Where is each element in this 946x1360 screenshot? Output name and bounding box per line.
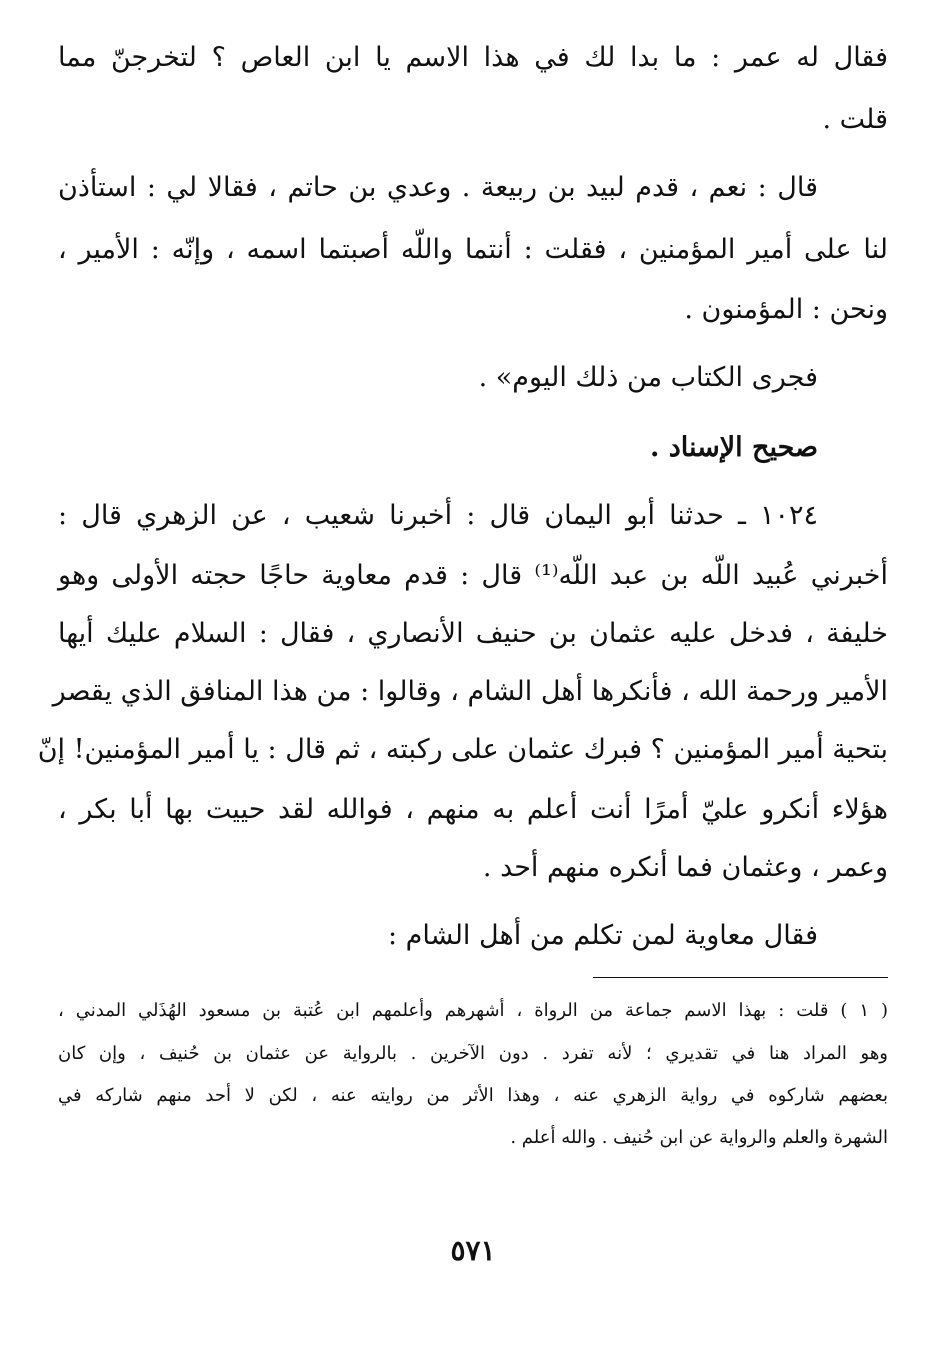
body-line-6: فجرى الكتاب من ذلك اليوم» . (478, 362, 818, 393)
hadith-line-1: ١٠٢٤ ـ حدثنا أبو اليمان قال : أخبرنا شعيب ، عن الزهري قال : (58, 500, 818, 531)
hadith-line-8: فقال معاوية لمن تكلم من أهل الشام : (387, 920, 818, 951)
body-line-2: قلت . (822, 104, 888, 135)
hadith-line-6: هؤلاء أنكرو عليّ أمرًا أنت أعلم به منهم ، فوالله لقد حييت بها أبا بكر ، (58, 794, 888, 825)
page-number: ٥٧١ (450, 1234, 496, 1267)
hadith-line-5: بتحية أمير المؤمنين ؟ فبرك عثمان على ركبته ، ثم قال : يا أمير المؤمنين! إنّ (37, 734, 888, 765)
footnote-line-2: وهو المراد هنا في تقديري ؛ لأنه تفرد . دون الآخرين . بالرواية عن عثمان بن حُنيف ، وإن كان (58, 1043, 888, 1064)
hadith-line-2: أخبرني عُبيد اللّه بن عبد اللّه⁽¹⁾ قال : قدم معاوية حاجًا حجته الأولى وهو (58, 560, 888, 591)
body-line-1: فقال له عمر : ما بدا لك في هذا الاسم يا ابن العاص ؟ لتخرجنّ مما (58, 42, 888, 73)
footnote-line-4: الشهرة والعلم والرواية عن ابن حُنيف . والله أعلم . (510, 1127, 888, 1148)
body-line-3: قال : نعم ، قدم لبيد بن ربيعة . وعدي بن حاتم ، فقالا لي : استأذن (58, 172, 818, 203)
hadith-line-7: وعمر ، وعثمان فما أنكره منهم أحد . (482, 852, 888, 883)
footnote-separator (593, 977, 888, 978)
body-line-4: لنا على أمير المؤمنين ، فقلت : أنتما واللّه أصبتما اسمه ، وإنّه : الأمير ، (58, 234, 889, 265)
body-line-5: ونحن : المؤمنون . (684, 294, 888, 325)
hadith-line-4: الأمير ورحمة الله ، فأنكرها أهل الشام ، وقالوا : من هذا المنافق الذي يقصر (52, 676, 888, 707)
section-heading: صحيح الإسناد . (649, 432, 818, 463)
hadith-line-3: خليفة ، فدخل عليه عثمان بن حنيف الأنصاري ، فقال : السلام عليك أيها (58, 618, 888, 649)
footnote-line-3: بعضهم شاركوه في رواية الزهري عنه ، وهذا الأثر من روايته عنه ، لكن لا أحد منهم شاركه في (58, 1085, 888, 1106)
footnote-line-1: ( ١ ) قلت : بهذا الاسم جماعة من الرواة ، أشهرهم وأعلمهم ابن عُتبة بن مسعود الهُذَلي المدني ، (58, 1000, 888, 1021)
